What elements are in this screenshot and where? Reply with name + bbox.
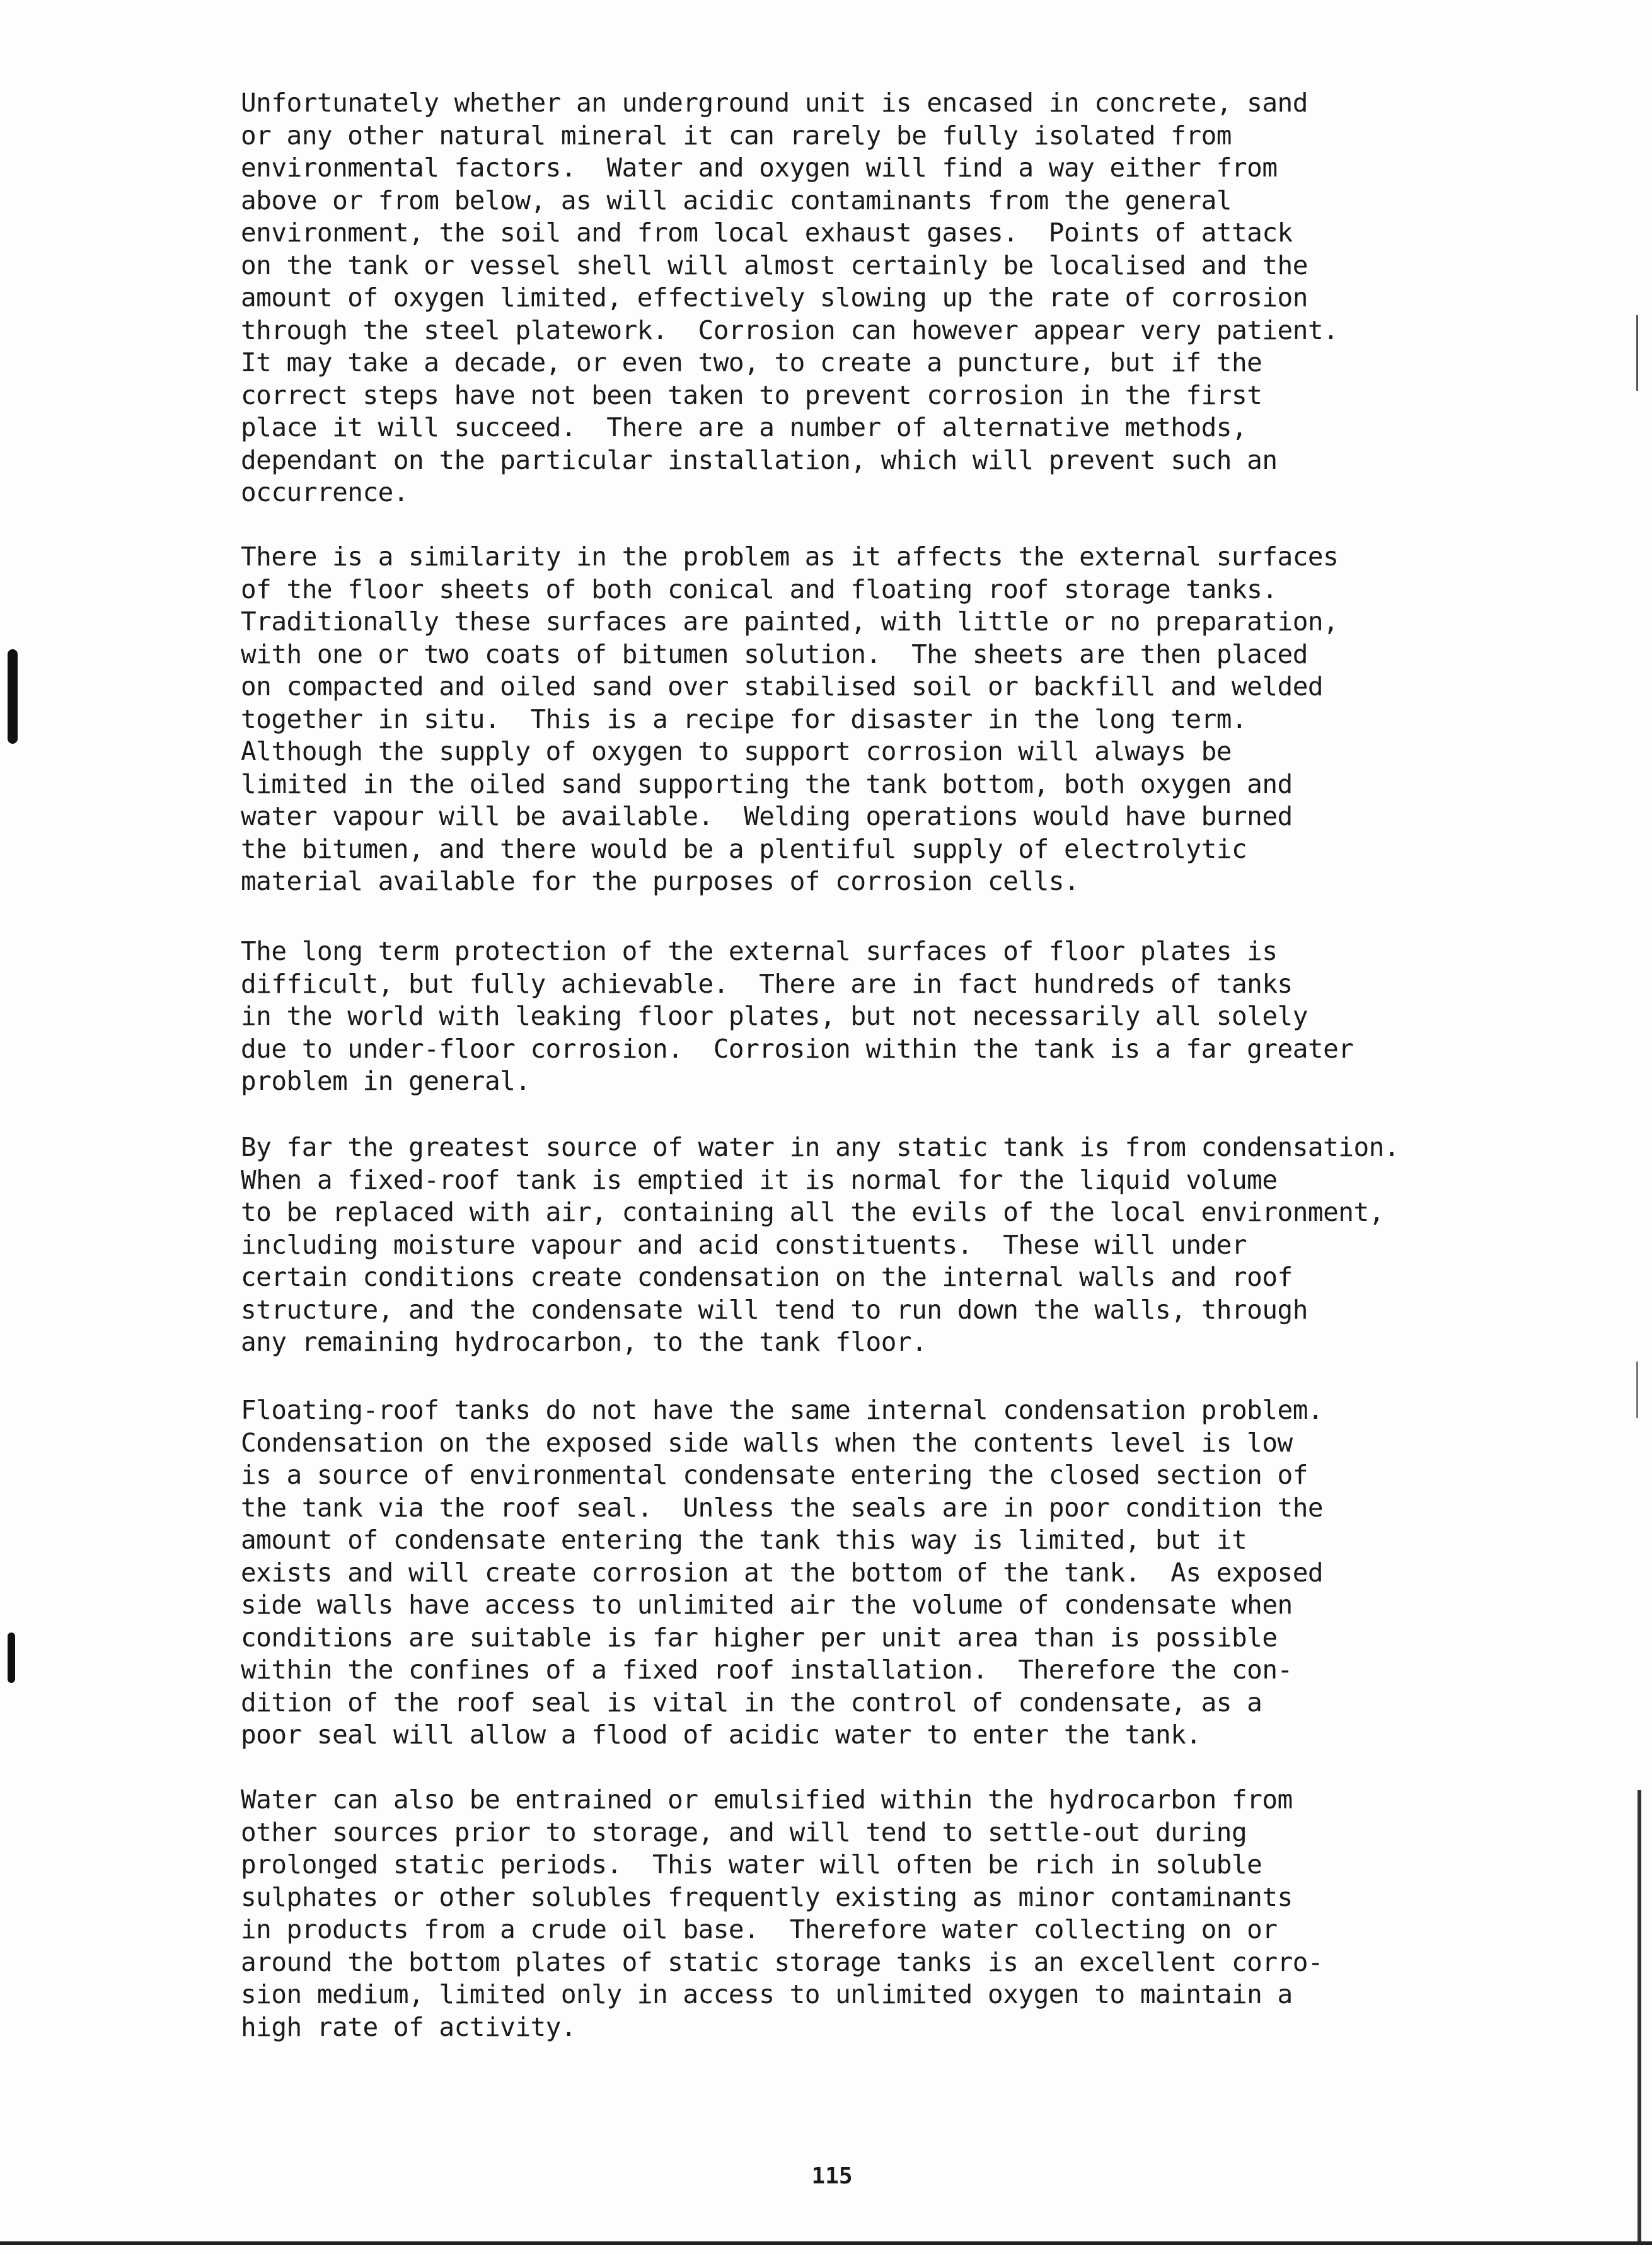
text-line: Traditionally these surfaces are painted, with little or no preparation, — [241, 606, 1339, 637]
text-line: By far the greatest source of water in any static tank is from condensation. — [241, 1132, 1399, 1162]
paragraph-3 — [241, 935, 1501, 1098]
text-line: including moisture vapour and acid constituents. These will under — [241, 1229, 1247, 1260]
text-line: on the tank or vessel shell will almost certainly be localised and the — [241, 250, 1308, 280]
scan-bottom-edge — [0, 2241, 1652, 2245]
text-line: conditions are suitable is far higher per unit area than is possible — [241, 1622, 1278, 1653]
text-line: environmental factors. Water and oxygen will find a way either from — [241, 153, 1278, 183]
scan-artifact-left-bottom — [8, 1633, 15, 1683]
text-line: the bitumen, and there would be a plentiful supply of electrolytic — [241, 833, 1247, 864]
text-line: of the floor sheets of both conical and floating roof storage tanks. — [241, 574, 1278, 604]
text-line: amount of condensate entering the tank this way is limited, but it — [241, 1525, 1247, 1555]
text-line: dependant on the particular installation, which will prevent such an — [241, 444, 1278, 475]
text-line: is a source of environmental condensate entering the closed section of — [241, 1460, 1308, 1490]
text-line: sion medium, limited only in access to unlimited oxygen to maintain a — [241, 1979, 1293, 2009]
text-line: structure, and the condensate will tend to run down the walls, through — [241, 1294, 1308, 1325]
text-line: due to under-floor corrosion. Corrosion within the tank is a far greater — [241, 1033, 1354, 1064]
text-line: through the steel platework. Corrosion can however appear very patient. — [241, 315, 1339, 345]
paragraph-2 — [241, 541, 1501, 898]
text-line: exists and will create corrosion at the bottom of the tank. As exposed — [241, 1557, 1324, 1588]
text-line: occurrence. — [241, 477, 409, 507]
text-line: difficult, but fully achievable. There are in fact hundreds of tanks — [241, 968, 1293, 999]
text-line: amount of oxygen limited, effectively slowing up the rate of corrosion — [241, 282, 1308, 313]
text-line: Floating-roof tanks do not have the same internal condensation problem. — [241, 1395, 1324, 1425]
text-line: Condensation on the exposed side walls when the contents level is low — [241, 1427, 1293, 1458]
text-line: prolonged static periods. This water will often be rich in soluble — [241, 1849, 1262, 1880]
text-line: above or from below, as will acidic contaminants from the general — [241, 185, 1232, 216]
text-line: together in situ. This is a recipe for disaster in the long term. — [241, 703, 1247, 734]
text-line: with one or two coats of bitumen solution. The sheets are then placed — [241, 639, 1308, 669]
text-line: the tank via the roof seal. Unless the seals are in poor condition the — [241, 1492, 1324, 1523]
scan-artifact-left-top — [8, 649, 18, 744]
text-line: environment, the soil and from local exhaust gases. Points of attack — [241, 217, 1293, 248]
text-line: When a fixed-roof tank is emptied it is normal for the liquid volume — [241, 1164, 1278, 1195]
paragraph-1 — [241, 87, 1501, 509]
text-line: on compacted and oiled sand over stabilised soil or backfill and welded — [241, 671, 1324, 702]
scan-artifact-right-1 — [1636, 315, 1638, 391]
text-line: limited in the oiled sand supporting the tank bottom, both oxygen and — [241, 768, 1293, 799]
text-line: Although the supply of oxygen to support corrosion will always be — [241, 736, 1232, 766]
text-line: sulphates or other solubles frequently existing as minor contaminants — [241, 1881, 1293, 1912]
text-line: Unfortunately whether an underground unit is encased in concrete, sand — [241, 88, 1308, 118]
text-line: place it will succeed. There are a number of alternative methods, — [241, 412, 1247, 442]
text-line: in the world with leaking floor plates, but not necessarily all solely — [241, 1001, 1308, 1031]
paragraph-5 — [241, 1394, 1501, 1752]
text-line: correct steps have not been taken to prevent corrosion in the first — [241, 379, 1262, 410]
scan-artifact-right-edge — [1638, 1790, 1641, 2244]
text-line: other sources prior to storage, and will tend to settle-out during — [241, 1817, 1247, 1847]
text-line: to be replaced with air, containing all the evils of the local environment, — [241, 1197, 1384, 1227]
text-line: The long term protection of the external surfaces of floor plates is — [241, 936, 1278, 966]
text-line: or any other natural mineral it can rarely be fully isolated from — [241, 120, 1232, 151]
text-line: within the confines of a fixed roof installation. Therefore the con- — [241, 1655, 1293, 1685]
text-line: any remaining hydrocarbon, to the tank floor. — [241, 1327, 927, 1357]
text-line: in products from a crude oil base. Therefore water collecting on or — [241, 1914, 1278, 1945]
text-line: It may take a decade, or even two, to create a puncture, but if the — [241, 347, 1262, 378]
paragraph-6 — [241, 1784, 1501, 2043]
text-line: water vapour will be available. Welding operations would have burned — [241, 801, 1293, 831]
text-line: Water can also be entrained or emulsified within the hydrocarbon from — [241, 1784, 1293, 1815]
text-line: There is a similarity in the problem as it affects the external surfaces — [241, 541, 1339, 572]
text-line: around the bottom plates of static storage tanks is an excellent corro- — [241, 1946, 1324, 1977]
page-number: 115 — [811, 2163, 853, 2189]
text-line: side walls have access to unlimited air the volume of condensate when — [241, 1590, 1293, 1620]
text-line: poor seal will allow a flood of acidic water to enter the tank. — [241, 1719, 1201, 1750]
text-line: problem in general. — [241, 1066, 531, 1096]
paragraph-4 — [241, 1131, 1501, 1359]
text-line: material available for the purposes of corrosion cells. — [241, 866, 1080, 896]
text-line: high rate of activity. — [241, 2011, 577, 2042]
text-line: certain conditions create condensation on the internal walls and roof — [241, 1262, 1293, 1292]
text-line: dition of the roof seal is vital in the control of condensate, as a — [241, 1687, 1262, 1718]
scan-artifact-right-2 — [1636, 1361, 1638, 1418]
